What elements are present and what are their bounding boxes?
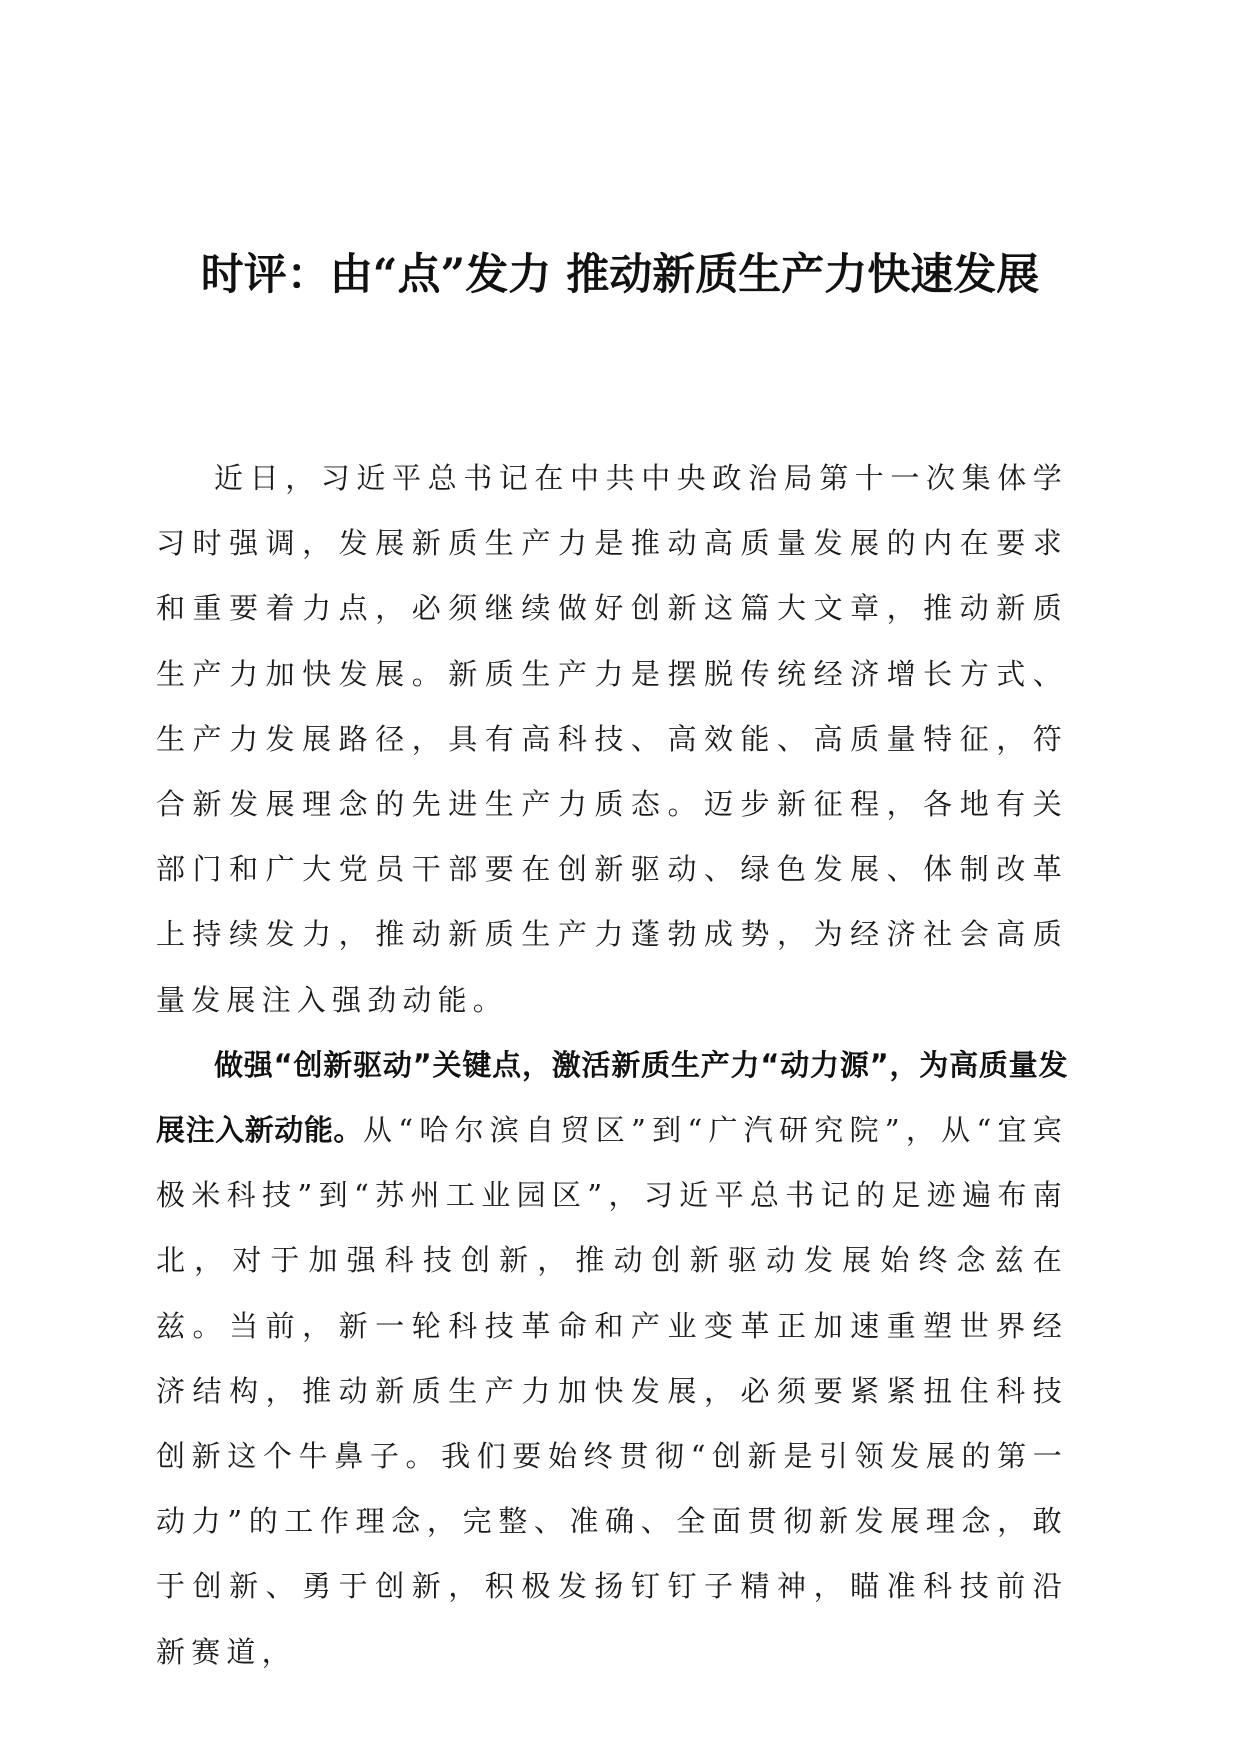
document-title: 时评：由“点”发力 推动新质生产力快速发展: [200, 250, 1040, 300]
paragraph-innovation: [156, 1033, 1068, 1685]
paragraph-text: 近日，习近平总书记在中共中央政治局第十一次集体学习时强调，发展新质生产力是推动高质量发展的内在要求和重要着力点，必须继续做好创新这篇大文章，推动新质生产力加快发展。新质生产力是摆脱传统经济增长方式、生产力发展路径，具有高科技、高效能、高质量特征，符合新发展理念的先进生产力质态。迈步新征程，各地有关部门和广大党员干部要在创新驱动、绿色发展、体制改革上持续发力，推动新质生产力蓬勃成势，为经济社会高质量发展注入强劲动能。: [156, 461, 1068, 1017]
paragraph-text: 从“哈尔滨自贸区”到“广汽研究院”，从“宜宾极米科技”到“苏州工业园区”，习近平总书记的足迹遍布南北，对于加强科技创新，推动创新驱动发展始终念兹在兹。当前，新一轮科技革命和产业变革正加速重塑世界经济结构，推动新质生产力加快发展，必须要紧紧扭住科技创新这个牛鼻子。我们要始终贯彻“创新是引领发展的第一动力”的工作理念，完整、准确、全面贯彻新发展理念，敢于创新、勇于创新，积极发扬钉钉子精神，瞄准科技前沿新赛道，: [156, 1113, 1068, 1669]
paragraph-intro: [156, 446, 1068, 1033]
document-body: [156, 446, 1068, 1685]
paragraph-lead-heading: 做强“创新驱动”关键点，激活新质生产力“动力源”，为高质量发展注入新动能。: [156, 1047, 1068, 1148]
